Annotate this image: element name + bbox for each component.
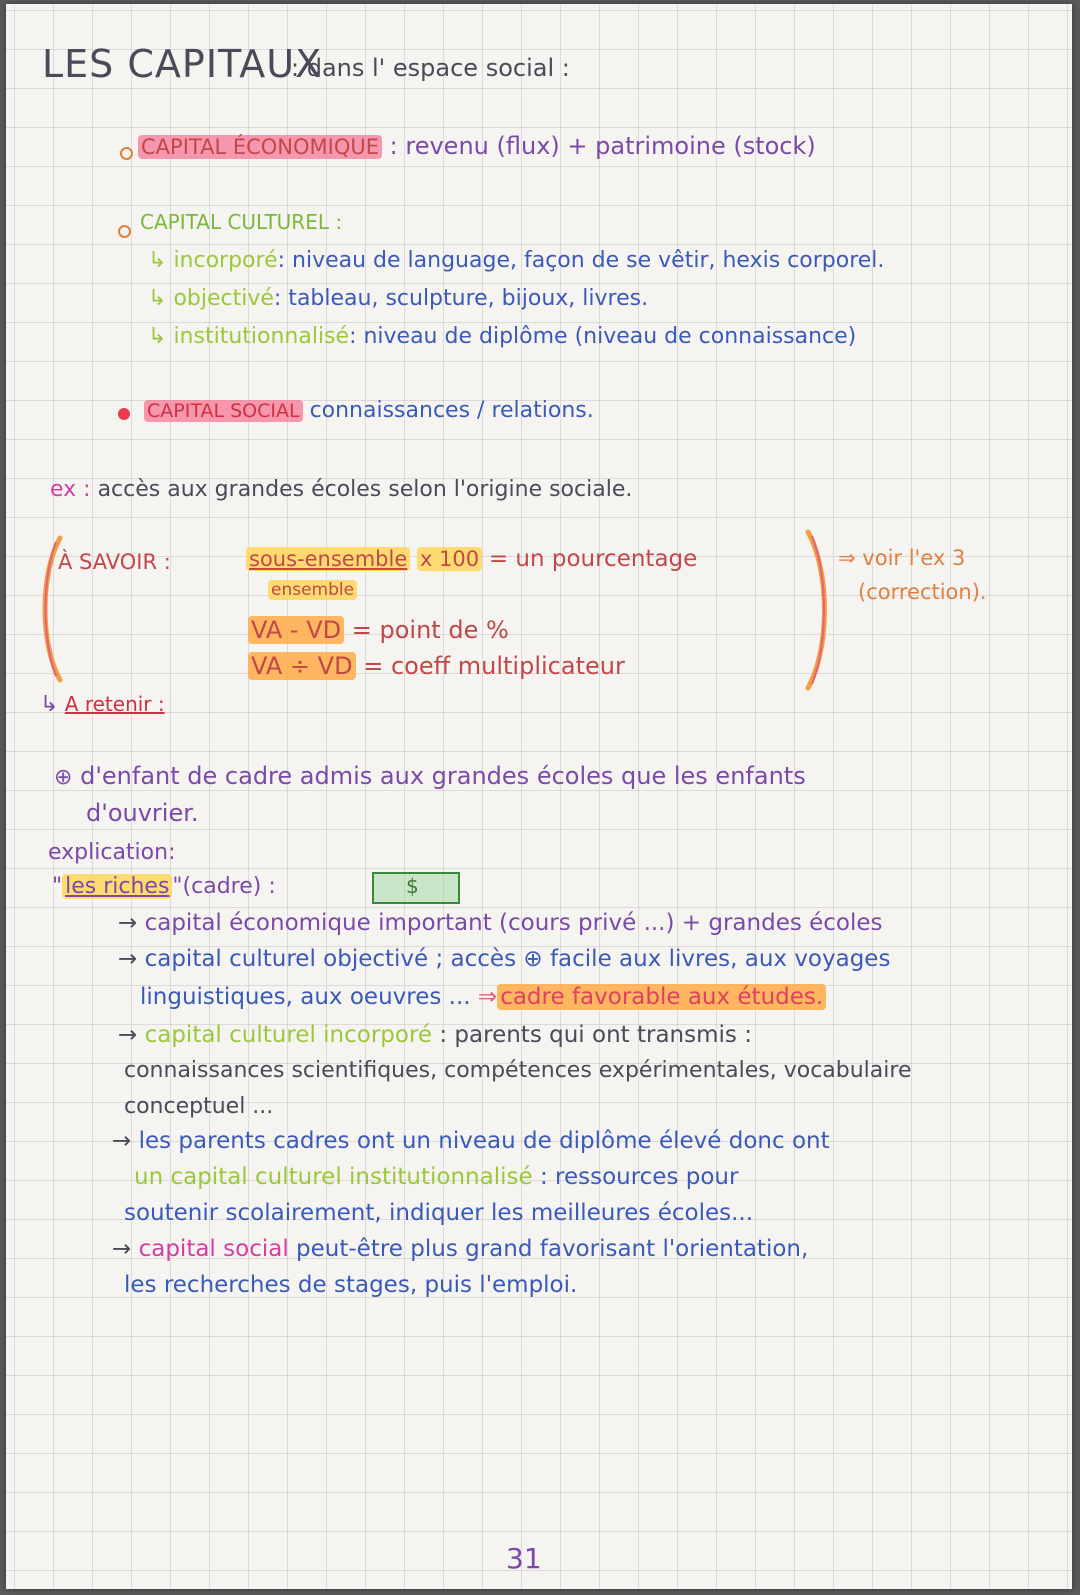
arrow-icon: ↳ <box>148 324 167 349</box>
page-subtitle: : dans l' espace social : <box>291 54 570 82</box>
capital-social-text: connaissances / relations. <box>309 398 594 423</box>
quote-mark: " <box>52 874 63 899</box>
right-paren-icon <box>800 528 834 693</box>
bullet-icon <box>118 408 130 420</box>
point-2-text: capital culturel objectivé ; accès ⊕ facile aux livres, aux voyages <box>144 946 891 972</box>
formula-point-pct <box>248 616 509 644</box>
arrow-icon: → <box>118 1022 138 1048</box>
conclusion-text: d'enfant de cadre admis aux grandes écoles que les enfants <box>80 762 806 790</box>
cult-item-label: incorporé <box>173 248 278 273</box>
arrow-icon: → <box>118 910 138 936</box>
point-3-label: capital culturel incorporé <box>144 1022 433 1048</box>
money-icon: $ <box>406 874 419 898</box>
formula-coeff-result: = coeff multiplicateur <box>363 652 625 680</box>
double-arrow-icon: ⇒ <box>477 984 498 1010</box>
savoir-label: À SAVOIR : <box>58 550 171 574</box>
arrow-icon: ↳ <box>40 692 59 717</box>
point-3-line-2: connaissances scientifiques, compétences expérimentales, vocabulaire <box>124 1058 912 1083</box>
point-4-text: les parents cadres ont un niveau de diplôme élevé donc ont <box>138 1128 830 1154</box>
point-4-rest: : ressources pour <box>539 1164 739 1190</box>
point-5-text: peut-être plus grand favorisant l'orientation, <box>296 1236 809 1262</box>
example-prefix: ex : <box>50 477 91 502</box>
formula-numerator: sous-ensemble <box>246 547 410 571</box>
capital-eco-label: CAPITAL ÉCONOMIQUE <box>138 135 382 159</box>
conclusion-line-1 <box>54 762 806 790</box>
capital-social-label: CAPITAL SOCIAL <box>144 400 303 422</box>
point-3 <box>118 1022 752 1048</box>
cult-item-incorpore <box>148 248 884 273</box>
double-arrow-icon: ⇒ <box>838 546 856 570</box>
side-note-2: (correction). <box>858 580 987 604</box>
formula-times: x 100 <box>417 547 482 571</box>
formula-percentage <box>246 546 697 572</box>
point-2 <box>118 946 890 972</box>
arrow-icon: → <box>118 946 138 972</box>
retenir-line <box>40 692 165 717</box>
arrow-icon: ↳ <box>148 248 167 273</box>
cult-item-institutionnalise <box>148 324 856 349</box>
capital-social-line <box>144 398 594 423</box>
notebook-page <box>6 4 1072 1589</box>
retenir-label: A retenir : <box>64 692 165 716</box>
formula-coeff <box>248 652 625 680</box>
formula-va-vd: VA - VD <box>248 616 344 644</box>
riches-rest: "(cadre) : <box>172 874 276 899</box>
example-line <box>50 477 632 502</box>
point-5-label: capital social <box>138 1236 289 1262</box>
cult-item-label: objectivé <box>173 286 274 311</box>
riches-line <box>52 874 276 899</box>
side-note-1: voir l'ex 3 <box>862 546 966 570</box>
conclusion-line-2: d'ouvrier. <box>86 799 199 827</box>
cult-item-text: : niveau de language, façon de se vêtir, hexis corporel. <box>277 248 885 273</box>
side-note <box>838 546 965 570</box>
formula-result: = un pourcentage <box>488 546 698 572</box>
example-text: accès aux grandes écoles selon l'origine sociale. <box>97 477 633 502</box>
point-1 <box>118 910 883 936</box>
money-box <box>372 872 460 904</box>
bullet-icon <box>120 147 133 160</box>
capital-eco-line <box>138 132 816 160</box>
point-1-text: capital économique important (cours privé ...) + grandes écoles <box>144 910 883 936</box>
page-title: LES CAPITAUX <box>42 42 323 86</box>
point-4-label: un capital culturel institutionnalisé <box>134 1164 533 1190</box>
formula-denominator <box>268 580 357 600</box>
point-4-line-2 <box>134 1164 738 1190</box>
point-3-line-3: conceptuel ... <box>124 1094 274 1119</box>
formula-denominator-text: ensemble <box>268 580 357 600</box>
capital-eco-text: : revenu (flux) + patrimoine (stock) <box>389 132 816 160</box>
point-2-highlight: cadre favorable aux études. <box>497 984 826 1010</box>
point-4 <box>112 1128 830 1154</box>
plus-circle-icon: ⊕ <box>54 765 73 790</box>
cult-item-text: : niveau de diplôme (niveau de connaissance) <box>349 324 857 349</box>
point-2-text-2: linguistiques, aux oeuvres ... <box>140 984 471 1010</box>
arrow-icon: → <box>112 1236 132 1262</box>
arrow-icon: ↳ <box>148 286 167 311</box>
point-5-line-2: les recherches de stages, puis l'emploi. <box>124 1272 578 1298</box>
formula-va-div-vd: VA ÷ VD <box>248 652 356 680</box>
cult-item-text: : tableau, sculpture, bijoux, livres. <box>273 286 649 311</box>
cult-item-objective <box>148 286 648 311</box>
page-number: 31 <box>506 1542 542 1575</box>
capital-cult-label: CAPITAL CULTUREL : <box>140 210 343 234</box>
point-5 <box>112 1236 808 1262</box>
point-3-text: : parents qui ont transmis : <box>439 1022 752 1048</box>
cult-item-label: institutionnalisé <box>173 324 350 349</box>
explication-label: explication: <box>48 840 176 865</box>
bullet-icon <box>118 225 131 238</box>
point-2-line-2 <box>140 984 826 1010</box>
arrow-icon: → <box>112 1128 132 1154</box>
riches-label: les riches <box>62 874 172 899</box>
formula-point-result: = point de % <box>351 616 509 644</box>
point-4-line-3: soutenir scolairement, indiquer les meilleures écoles... <box>124 1200 754 1226</box>
